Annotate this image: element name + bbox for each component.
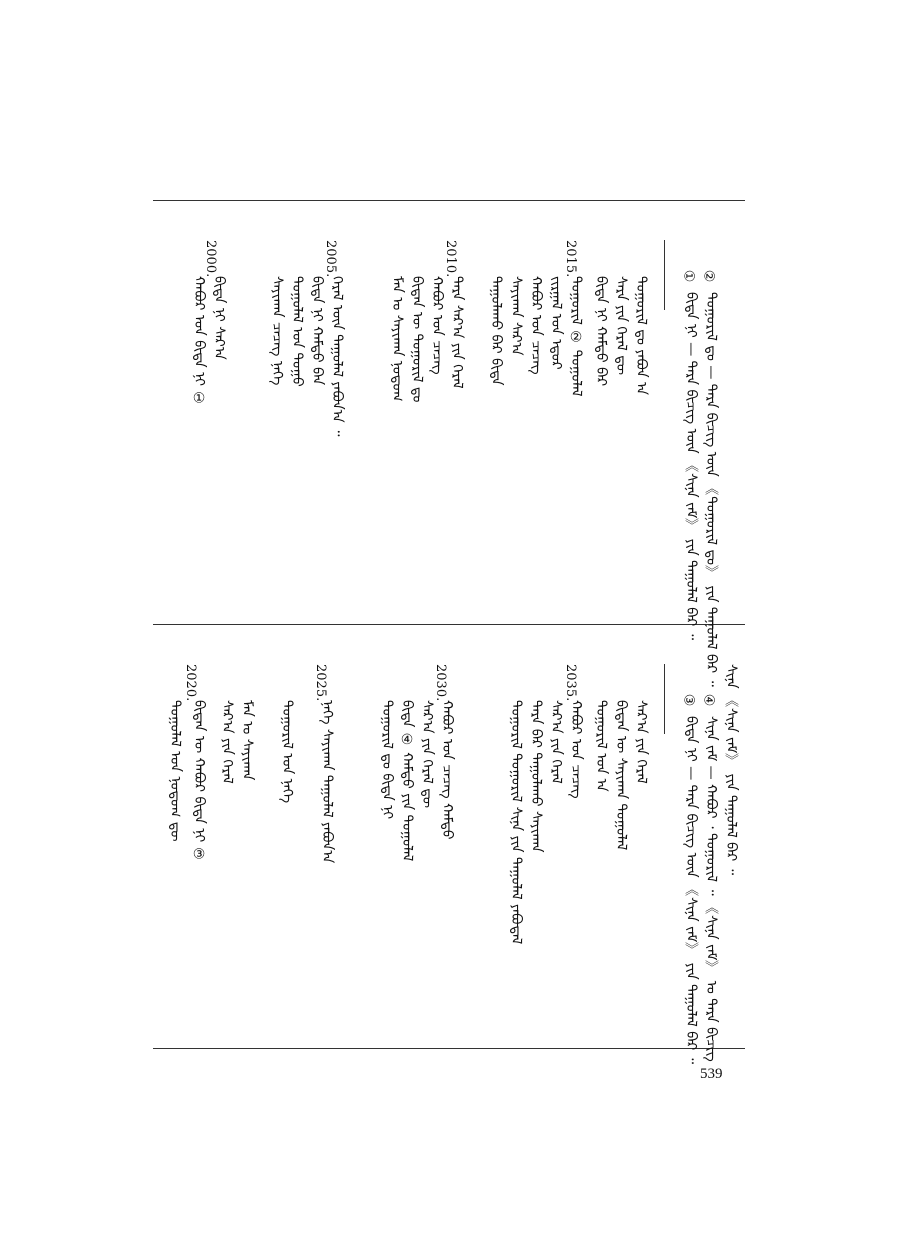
verse-line: ᠰᠠᠷᠠ ᠶᠢᠨ ᠭᠡᠷᠡᠯ ᠳᠦ <box>613 276 629 376</box>
verse-line: ᠬᠠᠪᠤᠷ ᠤᠨ ᠪᠢᠳᠡ ᠨᠢ ① <box>191 276 207 407</box>
year-label: 2035. <box>563 664 578 702</box>
verse-line: ᠬᠠᠪᠤᠷ ᠤᠨ ᠴᠡᠴᠡᠭ <box>528 276 544 375</box>
verse-line: ᠰᠠᠷ᠎ᠠ ᠶᠢᠨ ᠭᠡᠷᠡᠯ <box>219 700 235 784</box>
footnote-marker: ② <box>700 269 717 283</box>
verse-line: ᠪᠢᠳᠡ ᠨᠢ ᠬᠠᠮᠲᠤ ᠪᠠᠨ <box>309 276 325 386</box>
verse-line: ᠪᠢᠳᠡ ᠨᠢ ᠬᠠᠮᠲᠤ ᠪᠡᠷ <box>593 276 609 387</box>
verse-line: ᠳᠤᠭᠤᠯᠠᠯ ᠤᠨ ᠨᠤᠲᠤᠭ ᠳᠦ <box>167 700 183 842</box>
verse-line: ᠰᠠᠷ᠎ᠠ ᠶᠢᠨ ᠭᠡᠷᠡᠯ <box>548 700 564 784</box>
verse-line: ᠳᠤᠭᠤᠯᠠᠯ ᠤᠨ ᠳᠤᠭᠤ <box>289 276 305 387</box>
footnote-marker: ④ <box>700 693 717 707</box>
verse-line: ᠨᠡᠭᠡ ᠰᠠᠶᠢᠬᠠᠨ ᠳᠠᠭᠤᠯᠠᠯ ᠶᠠᠪᠤᠨ᠎ᠠ <box>319 700 335 864</box>
year-label: 2030. <box>433 664 448 702</box>
verse-line: ᠭᠡᠷᠡᠯ ᠦᠨ ᠳᠠᠭᠤᠯᠠᠯ ᠶᠠᠪᠤᠨ᠎ᠠ ᠃ <box>329 276 345 437</box>
footnote-text: ᠲᠤᠭᠤᠷᠢᠯ ᠳᠤ — ᠲᠡᠷᠡ ᠪᠢᠴᠢᠭ᠌ ᠦᠨ 《ᠲᠤᠭᠤᠷᠢᠯ ᠳᠤ》 ᠶᠢᠨ ᠳᠠᠭᠤᠯᠠᠯ ᠪᠡᠷ ᠃ <box>703 292 719 687</box>
verse-line: ᠮᠠᠨ ᠤ ᠰᠠᠶᠢᠬᠠᠨ <box>239 700 255 781</box>
verse-line: ᠲᠤᠭᠤᠷᠢᠯ ᠤᠨ ᠠ <box>593 700 609 792</box>
verse-line: ᠲᠡᠷᠡ ᠰᠠᠷ᠎ᠠ ᠶᠢᠨ ᠭᠡᠷᠡᠯ <box>449 276 465 389</box>
year-label: 2005. <box>323 240 338 278</box>
verse-line: ᠲᠤᠭᠤᠷᠢᠯ ᠤᠨ ᠨᠡᠭᠡ <box>279 700 295 804</box>
bottom-rule <box>153 1048 745 1049</box>
footnote-marker: ③ <box>680 693 697 707</box>
year-label: 2010. <box>443 240 458 278</box>
verse-line: ᠵᠢᠷᠭᠠᠯ ᠤᠨ ᠡᠳᠦᠷ <box>548 276 564 370</box>
verse-line: ᠰᠠᠶᠢᠬᠠᠨ ᠴᠡᠴᠡᠭ ᠨᠡᠭᠡ <box>269 276 285 386</box>
page-number: 539 <box>700 1066 723 1082</box>
year-label: 2000. <box>203 240 218 278</box>
verse-line: ᠬᠠᠪᠤᠷ ᠤᠨ ᠴᠡᠴᠡᠭ ᠬᠠᠮᠲᠤ <box>439 700 455 840</box>
year-label: 2025. <box>313 664 328 702</box>
bottom-footnote-separator <box>664 664 665 734</box>
verse-line: ᠲᠤᠭᠤᠷᠢᠯ ② ᠳᠤᠭᠤᠯᠠᠯ <box>568 276 584 397</box>
footnote-text: ᠰᠢᠨᠡ 《ᠰᠢᠨᠡ ᠵᠠᠮ》 ᠶᠢᠨ ᠳᠠᠭᠤᠯᠠᠯ ᠪᠡᠷ ᠃ <box>723 664 739 875</box>
verse-line: ᠲᠡᠷᠡ ᠪᠡᠷ ᠳᠠᠭᠤᠯᠠᠬᠤ ᠰᠠᠶᠢᠬᠠᠨ <box>528 700 544 853</box>
footnote-marker: ① <box>680 269 697 283</box>
verse-line: ᠬᠠᠪᠤᠷ ᠤᠨ ᠴᠡᠴᠡᠭ <box>429 276 445 375</box>
verse-line: ᠰᠠᠷ᠎ᠠ ᠶᠢᠨ ᠭᠡᠷᠡᠯ ᠳᠦ <box>419 700 435 809</box>
verse-line: ᠲᠤᠭᠤᠷᠢᠯ ᠳᠤ ᠪᠢᠳᠡ ᠨᠢ <box>379 700 395 820</box>
verse-line: ᠰᠠᠶᠢᠬᠠᠨ ᠰᠠᠷ᠎ᠠ <box>508 276 524 356</box>
verse-line: ᠪᠢᠳᠡᠨ ᠦ ᠬᠠᠪᠤᠷ ᠪᠢᠳᠡ ᠨᠢ ③ <box>191 700 207 863</box>
middle-rule <box>153 624 745 625</box>
verse-line: ᠰᠠᠷ᠎ᠠ ᠶᠢᠨ ᠭᠡᠷᠡᠯ <box>633 700 649 784</box>
verse-line: ᠪᠢᠳᠡᠨ ᠦ ᠰᠠᠶᠢᠬᠠᠨ ᠳᠤᠭᠤᠯᠠᠯ <box>613 700 629 851</box>
verse-line: ᠬᠠᠪᠤᠷ ᠤᠨ ᠴᠡᠴᠡᠭ <box>568 700 584 799</box>
verse-line: ᠳᠠᠭᠤᠯᠠᠬᠤ ᠪᠠᠷ ᠪᠢᠳᠡ <box>488 276 504 386</box>
footnote-text: ᠪᠢᠳᠡ ᠨᠢ — ᠲᠡᠷᠡ ᠪᠢᠴᠢᠭ᠌ ᠦᠨ 《ᠰᠢᠨᠡ ᠵᠠᠮ》 ᠶᠢᠨ ᠳᠠᠭᠤᠯᠠᠯ ᠪᠡᠷ ᠃ <box>683 292 699 640</box>
footnote-text: ᠪᠢᠳᠡ ᠨᠢ — ᠲᠡᠷᠡ ᠪᠢᠴᠢᠭ᠌ ᠦᠨ 《ᠰᠢᠨᠡ ᠵᠠᠮ》 ᠶᠢᠨ ᠳᠠᠭᠤᠯᠠᠯ ᠪᠡᠷ ᠃ <box>683 716 699 1064</box>
verse-line: ᠪᠢᠳᠡᠨ ᠦ ᠲᠤᠭᠤᠷᠢᠯ ᠳᠤ <box>409 276 425 403</box>
verse-line: ᠲᠤᠭᠤᠷᠢᠯ ᠲᠤᠭᠤᠷᠢᠯ ᠰᠢᠨᠡ ᠶᠢᠨ ᠳᠠᠭᠤᠯᠠᠯ ᠶᠠᠪᠤᠳᠠᠯ <box>508 700 524 945</box>
top-rule <box>153 200 745 201</box>
year-label: 2015. <box>563 240 578 278</box>
footnote-text: ᠰᠢᠨᠡ ᠵᠠᠮ — ᠬᠠᠪᠤᠷ ᠂ ᠲᠤᠭᠤᠷᠢᠯ ᠃ 《ᠰᠢᠨᠡ ᠵᠠᠮ》 ᠤ ᠲᠡᠷᠡ ᠪᠢᠴᠢᠭ᠌ <box>703 716 719 1062</box>
verse-line: ᠮᠠᠨ ᠤ ᠰᠠᠶᠢᠬᠠᠨ ᠨᠤᠲᠤᠭ <box>389 276 405 402</box>
verse-line: ᠲᠤᠭᠤᠷᠢᠯ ᠳᠤ ᠶᠠᠪᠤᠨ ᠠ <box>633 276 649 396</box>
top-footnote-separator <box>664 240 665 310</box>
verse-line: ᠪᠢᠳᠡ ᠨᠢ ᠰᠠᠷ᠎ᠠ <box>211 276 227 360</box>
verse-line: ᠪᠢᠳᠡ ④ ᠬᠠᠮᠲᠤ ᠶᠢᠨ ᠳᠤᠭᠤᠯᠠᠯ <box>399 700 415 862</box>
year-label: 2020. <box>183 664 198 702</box>
